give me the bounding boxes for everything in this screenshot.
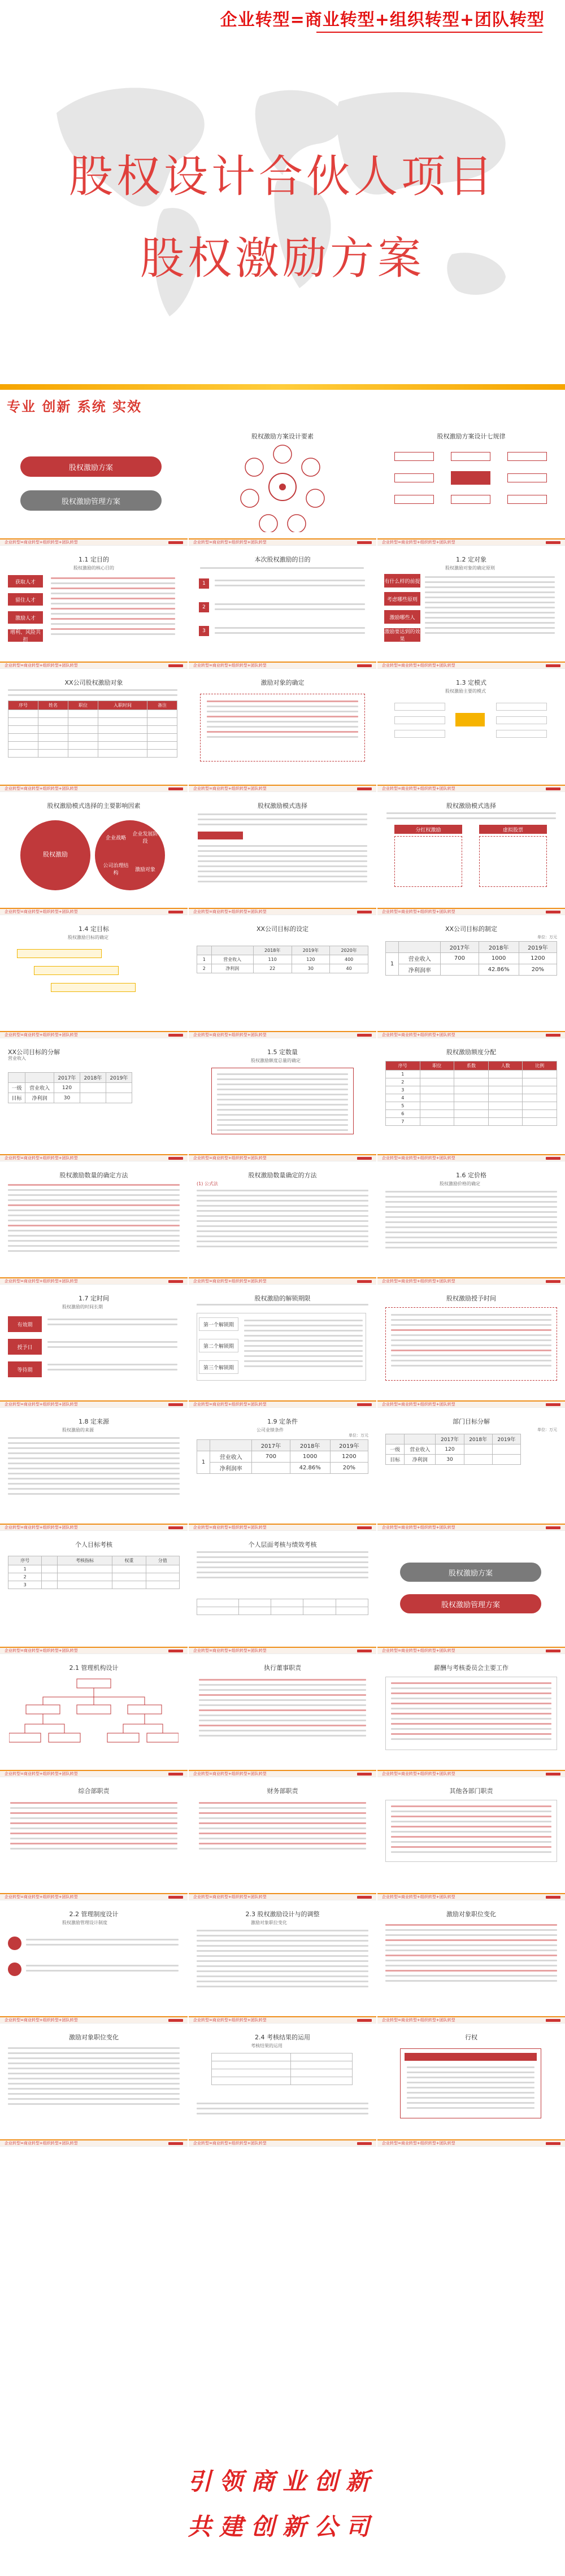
- personal-table: 序号 考核指标 权重 分值 1 2 3: [8, 1556, 180, 1589]
- slide-footer: 企业转型=商业转型+组织转型+团队转型: [189, 538, 376, 545]
- slide-subtitle: 考核结果的运用: [251, 2043, 282, 2048]
- unlock-period: 第一个解锁期: [199, 1317, 238, 1331]
- slide-1-6-price[interactable]: [377, 1161, 565, 1285]
- slide-footer: 企业转型=商业转型+组织转型+团队转型: [377, 1277, 565, 1284]
- flow-box: [507, 473, 547, 482]
- system-bullet: [8, 1963, 21, 1976]
- decomposition-table: 2017年 2018年 2019年 一级 营业收入 120 目标 净利润 30: [8, 1072, 132, 1103]
- cover-title-line1: 股权设计合伙人项目: [68, 151, 496, 202]
- slide-subtitle: 股权激励管理设计制度: [62, 1920, 107, 1925]
- slide-footer: 企业转型=商业转型+组织转型+团队转型: [189, 785, 376, 791]
- slide-1-9-conditions[interactable]: [189, 1408, 376, 1531]
- unlock-period: 第三个解锁期: [199, 1360, 238, 1374]
- flow-box: [394, 473, 434, 482]
- toc-item-2[interactable]: 股权激励管理方案: [400, 1594, 541, 1613]
- unit-note: 单位：万元: [349, 1433, 368, 1438]
- flow-box: [507, 452, 547, 461]
- slide-title: 行权: [465, 2034, 477, 2041]
- time-item: 有效期: [8, 1316, 42, 1332]
- slide-toc[interactable]: [0, 423, 188, 546]
- time-item: 等待期: [8, 1361, 42, 1377]
- flow-box: [394, 452, 434, 461]
- slide-title: XX公司目标的制定: [445, 925, 498, 933]
- unlock-period: 第二个解锁期: [199, 1339, 238, 1352]
- slide-title: 本次股权激励的目的: [254, 556, 311, 563]
- slide-title: 个人层面考核与绩效考核: [248, 1541, 317, 1548]
- slide-model-factors[interactable]: [0, 792, 188, 915]
- slide-toc-2[interactable]: [377, 1531, 565, 1654]
- assessment-table: [197, 1599, 368, 1615]
- slide-footer: 企业转型=商业转型+组织转型+团队转型: [189, 1524, 376, 1530]
- object-item: 激励要达到的效果: [384, 629, 420, 642]
- exercise-header: [405, 2053, 537, 2061]
- slide-personal-assessment[interactable]: [189, 1531, 376, 1654]
- slide-2-2-system[interactable]: [0, 1900, 188, 2024]
- target-formulation-table: 2017年 2018年 2019年 1 营业收入 700 1000 1200 净利润率 42.86% 20%: [385, 941, 557, 976]
- slide-footer: 企业转型=商业转型+组织转型+团队转型: [189, 1277, 376, 1284]
- target-box: [51, 983, 136, 992]
- slide-title: 2.2 管理制度设计: [69, 1911, 119, 1918]
- slide-1-8-source[interactable]: [0, 1408, 188, 1531]
- department-table: 2017年 2018年 2019年 一级 营业收入 120 目标 净利润 30: [385, 1434, 521, 1465]
- slide-subtitle: 激励对象职位变化: [251, 1920, 287, 1925]
- slide-footer: 企业转型=商业转型+组织转型+团队转型: [0, 1400, 188, 1407]
- slide-footer: 企业转型=商业转型+组织转型+团队转型: [377, 1770, 565, 1777]
- cover-title-line2: 股权激励方案: [140, 233, 425, 284]
- slide-subtitle: 公司业绩条件: [257, 1428, 284, 1433]
- slide-title: XX公司目标的分解: [8, 1048, 60, 1056]
- slide-footer: 企业转型=商业转型+组织转型+团队转型: [189, 1893, 376, 1900]
- slide-title: 2.3 股权激励设计与的调整: [245, 1911, 320, 1918]
- slide-1-5-quantity[interactable]: [189, 1038, 376, 1161]
- elements-diagram: [237, 442, 328, 532]
- slide-footer: 企业转型=商业转型+组织转型+团队转型: [0, 908, 188, 915]
- unit-note: 单位：万元: [537, 935, 557, 939]
- slide-position-change-1[interactable]: [377, 1900, 565, 2024]
- slide-2-4-results[interactable]: [189, 2024, 376, 2147]
- slide-footer: 企业转型=商业转型+组织转型+团队转型: [377, 1031, 565, 1038]
- objects-table: 序号 姓名 职位 入职时间 备注: [8, 700, 177, 758]
- closing-line-2: 共建创新公司: [187, 2513, 377, 2540]
- slide-seven-rules[interactable]: [377, 423, 565, 546]
- slide-general-dept[interactable]: [0, 1777, 188, 1900]
- slide-model-choice[interactable]: [189, 792, 376, 915]
- flow-box: [507, 495, 547, 504]
- slide-personal-targets[interactable]: [0, 1531, 188, 1654]
- slide-footer: 企业转型=商业转型+组织转型+团队转型: [377, 2016, 565, 2023]
- object-item: 有什么样的前提: [384, 574, 420, 588]
- slide-footer: 企业转型=商业转型+组织转型+团队转型: [0, 2139, 188, 2146]
- slide-footer: 企业转型=商业转型+组织转型+团队转型: [377, 908, 565, 915]
- flow-box: [451, 452, 490, 461]
- slide-title: 激励对象职位变化: [446, 1911, 496, 1918]
- toc-item-1[interactable]: 股权激励方案: [400, 1563, 541, 1582]
- slide-title: 1.4 定目标: [79, 925, 109, 933]
- factor-petal: 企业战略: [105, 835, 126, 841]
- slide-2-3-adjustment[interactable]: [189, 1900, 376, 2024]
- slide-title: 股权激励额度分配: [446, 1048, 496, 1056]
- slide-subtitle: (1) 公式法: [197, 1181, 218, 1186]
- model-box: [496, 730, 547, 738]
- slide-subtitle: 股权激励主要的模式: [445, 689, 486, 694]
- purpose-item: 激励人才: [8, 611, 43, 624]
- slide-title: 2.4 考核结果的运用: [255, 2034, 310, 2041]
- slide-footer: 企业转型=商业转型+组织转型+团队转型: [189, 1154, 376, 1161]
- slide-subtitle: 股权激励额度总量的确定: [251, 1058, 301, 1063]
- slide-title: XX公司目标的设定: [256, 925, 309, 933]
- slide-1-3-model[interactable]: [377, 669, 565, 792]
- slide-1-7-time[interactable]: [0, 1285, 188, 1408]
- tab-panel: [394, 836, 462, 887]
- slide-footer: 企业转型=商业转型+组织转型+团队转型: [189, 2139, 376, 2146]
- slide-title: 股权激励模式选择的主要影响因素: [47, 802, 141, 810]
- purpose-item: 留住人才: [8, 593, 43, 606]
- slide-footer: 企业转型=商业转型+组织转型+团队转型: [377, 785, 565, 791]
- slide-objects-determination[interactable]: [189, 669, 376, 792]
- slide-footer: 企业转型=商业转型+组织转型+团队转型: [377, 1893, 565, 1900]
- slide-quantity-formula[interactable]: [189, 1161, 376, 1285]
- org-chart: [9, 1677, 179, 1756]
- slide-footer: 企业转型=商业转型+组织转型+团队转型: [377, 1400, 565, 1407]
- slide-footer: 企业转型=商业转型+组织转型+团队转型: [189, 1031, 376, 1038]
- slide-title: 股权激励的解锁期限: [254, 1295, 311, 1302]
- slide-model-tabs[interactable]: [377, 792, 565, 915]
- toc-item-1[interactable]: 股权激励方案: [20, 456, 162, 477]
- slide-other-depts[interactable]: [377, 1777, 565, 1900]
- slide-subtitle: 股权激励的核心目的: [73, 565, 114, 571]
- target-table: 2018年 2019年 2020年 1 营业收入 110 120 400 2 净利润 22 30 40: [197, 946, 368, 973]
- slide-footer: 企业转型=商业转型+组织转型+团队转型: [0, 538, 188, 545]
- flow-box: [394, 495, 434, 504]
- flow-center: [451, 471, 490, 485]
- object-item: 激励哪些人: [384, 610, 420, 624]
- slide-finance-dept[interactable]: [189, 1777, 376, 1900]
- slide-footer: 企业转型=商业转型+组织转型+团队转型: [377, 538, 565, 545]
- slide-footer: 企业转型=商业转型+组织转型+团队转型: [377, 2139, 565, 2146]
- slide-2-1-org[interactable]: [0, 1654, 188, 1777]
- factor-petal: 企业发展阶段: [132, 832, 158, 845]
- slide-title: 股权激励方案设计七规律: [437, 433, 506, 440]
- slide-footer: 企业转型=商业转型+组织转型+团队转型: [0, 662, 188, 668]
- slide-target-decomposition[interactable]: [0, 1038, 188, 1161]
- target-box: [17, 949, 102, 958]
- tab-dividend-right[interactable]: 分红权激励: [394, 825, 462, 834]
- slide-1-2-objects[interactable]: [377, 546, 565, 669]
- time-item: 授予日: [8, 1339, 42, 1355]
- slide-title: XX公司股权激励对象: [64, 679, 123, 686]
- model-box: [394, 730, 445, 738]
- slide-unlock-period[interactable]: [189, 1285, 376, 1408]
- slide-subtitle: 营业收入: [8, 1056, 26, 1061]
- slide-objects-table[interactable]: [0, 669, 188, 792]
- model-box: [394, 703, 445, 711]
- slide-title: 股权激励模式选择: [446, 802, 496, 810]
- model-box: [496, 703, 547, 711]
- slide-1-4-target[interactable]: [0, 915, 188, 1038]
- slide-design-elements[interactable]: [189, 423, 376, 546]
- step-number: 3: [199, 626, 209, 636]
- slide-title: 1.3 定模式: [456, 679, 486, 686]
- slide-quantity-allocation[interactable]: [377, 1038, 565, 1161]
- slide-footer: 企业转型=商业转型+组织转型+团队转型: [0, 1770, 188, 1777]
- slide-grid: [0, 423, 565, 2147]
- slide-target-setting[interactable]: [189, 915, 376, 1038]
- unit-note: 单位：万元: [537, 1428, 557, 1432]
- closing-slide: [0, 2446, 565, 2576]
- system-bullet: [8, 1937, 21, 1950]
- slide-footer: 企业转型=商业转型+组织转型+团队转型: [377, 1647, 565, 1653]
- tagline-underline: [316, 32, 542, 33]
- slide-department-targets[interactable]: [377, 1408, 565, 1531]
- allocation-table: 序号 职位 系数 人数 比例 1 2 3 4 5 6 7: [385, 1061, 557, 1126]
- slide-subtitle: 股权激励的时间长期: [62, 1304, 103, 1309]
- slide-subtitle: 股权激励的来源: [62, 1428, 94, 1433]
- slide-purpose-steps[interactable]: [189, 546, 376, 669]
- slide-title: 股权激励数量的确定方法: [59, 1172, 128, 1179]
- slide-exercise[interactable]: [377, 2024, 565, 2147]
- slide-title: 股权激励方案设计要素: [251, 433, 314, 440]
- slide-footer: 企业转型=商业转型+组织转型+团队转型: [0, 1031, 188, 1038]
- slide-footer: 企业转型=商业转型+组织转型+团队转型: [0, 2016, 188, 2023]
- factor-center: 股权激励: [43, 851, 68, 858]
- slide-title: 激励对象职位变化: [69, 2034, 119, 2041]
- slide-title: 综合部职责: [78, 1787, 110, 1795]
- slide-quantity-methods[interactable]: [0, 1161, 188, 1285]
- model-box: [394, 716, 445, 724]
- slide-title: 执行董事职责: [264, 1664, 301, 1672]
- purpose-item: 获取人才: [8, 575, 43, 588]
- slide-title: 薪酬与考核委员会主要工作: [434, 1664, 508, 1672]
- slide-grant-time[interactable]: [377, 1285, 565, 1408]
- slide-footer: 企业转型=商业转型+组织转型+团队转型: [189, 1770, 376, 1777]
- object-item: 考虑哪些原则: [384, 592, 420, 606]
- slide-title: 1.7 定时间: [79, 1295, 109, 1302]
- slide-title: 激励对象的确定: [260, 679, 305, 686]
- slide-subtitle: 股权激励对象的确定原则: [445, 565, 495, 571]
- model-center: [455, 713, 485, 726]
- toc-item-2[interactable]: 股权激励管理方案: [20, 490, 162, 511]
- slide-title: 股权激励数量确定的方法: [248, 1172, 317, 1179]
- target-box: [34, 966, 119, 975]
- slide-footer: 企业转型=商业转型+组织转型+团队转型: [0, 1277, 188, 1284]
- slide-title: 股权激励模式选择: [258, 802, 307, 810]
- step-number: 1: [199, 578, 209, 589]
- closing-line-1: 引领商业创新: [187, 2468, 377, 2495]
- slide-footer: 企业转型=商业转型+组织转型+团队转型: [189, 1647, 376, 1653]
- slide-position-change-2[interactable]: [0, 2024, 188, 2147]
- factor-petal: 激励对象: [134, 867, 155, 873]
- slide-subtitle: 股权激励价格的确定: [440, 1181, 480, 1186]
- slide-footer: 企业转型=商业转型+组织转型+团队转型: [189, 662, 376, 668]
- slide-title: 1.9 定条件: [267, 1418, 298, 1425]
- slide-title: 1.5 定数量: [267, 1048, 298, 1056]
- slide-footer: 企业转型=商业转型+组织转型+团队转型: [189, 2016, 376, 2023]
- slide-footer: 企业转型=商业转型+组织转型+团队转型: [0, 1893, 188, 1900]
- slide-title: 1.6 定价格: [456, 1172, 486, 1179]
- slide-footer: 企业转型=商业转型+组织转型+团队转型: [0, 785, 188, 791]
- slide-title: 股权激励授予时间: [446, 1295, 496, 1302]
- section-label: [198, 832, 243, 839]
- slide-subtitle: 股权激励目标的确定: [68, 935, 108, 940]
- slide-footer: 企业转型=商业转型+组织转型+团队转型: [0, 1524, 188, 1530]
- step-number: 2: [199, 602, 209, 612]
- slide-footer: 企业转型=商业转型+组织转型+团队转型: [377, 1154, 565, 1161]
- slide-title: 1.1 定目的: [79, 556, 109, 563]
- tab-panel: [479, 836, 547, 887]
- slide-footer: 企业转型=商业转型+组织转型+团队转型: [0, 1154, 188, 1161]
- slide-title: 财务部职责: [267, 1787, 298, 1795]
- slide-footer: 企业转型=商业转型+组织转型+团队转型: [189, 908, 376, 915]
- slide-title: 其他各部门职责: [449, 1787, 493, 1795]
- tab-virtual-stock[interactable]: 虚拟股票: [479, 825, 547, 834]
- slide-1-1-purpose[interactable]: [0, 546, 188, 669]
- cover-tagline: 企业转型=商业转型+组织转型+团队转型: [220, 10, 545, 30]
- slide-committee-work[interactable]: [377, 1654, 565, 1777]
- purpose-item: 增利、风险共担: [8, 629, 43, 642]
- slide-target-formulation[interactable]: [377, 915, 565, 1038]
- slide-title: 1.2 定对象: [456, 556, 486, 563]
- slide-footer: 企业转型=商业转型+组织转型+团队转型: [0, 1647, 188, 1653]
- flow-box: [451, 495, 490, 504]
- slide-footer: 企业转型=商业转型+组织转型+团队转型: [377, 662, 565, 668]
- cover-slogan: 专业 创新 系统 实效: [7, 399, 142, 415]
- model-box: [496, 716, 547, 724]
- cover-gold-band: [0, 384, 565, 390]
- slide-footer: 企业转型=商业转型+组织转型+团队转型: [189, 1400, 376, 1407]
- cover-slide: [0, 0, 565, 390]
- slide-title: 2.1 管理机构设计: [69, 1664, 119, 1672]
- conditions-table: 2017年 2018年 2019年 1 营业收入 700 1000 1200 净利润率 42.86% 20%: [197, 1439, 368, 1474]
- factor-petal: 公司治理结构: [103, 863, 129, 876]
- slide-title: 部门目标分解: [453, 1418, 490, 1425]
- results-table: [211, 2053, 353, 2085]
- slide-executive-duties[interactable]: [189, 1654, 376, 1777]
- slide-footer: 企业转型=商业转型+组织转型+团队转型: [377, 1524, 565, 1530]
- slide-title: 个人目标考核: [75, 1541, 112, 1548]
- slide-title: 1.8 定来源: [79, 1418, 109, 1425]
